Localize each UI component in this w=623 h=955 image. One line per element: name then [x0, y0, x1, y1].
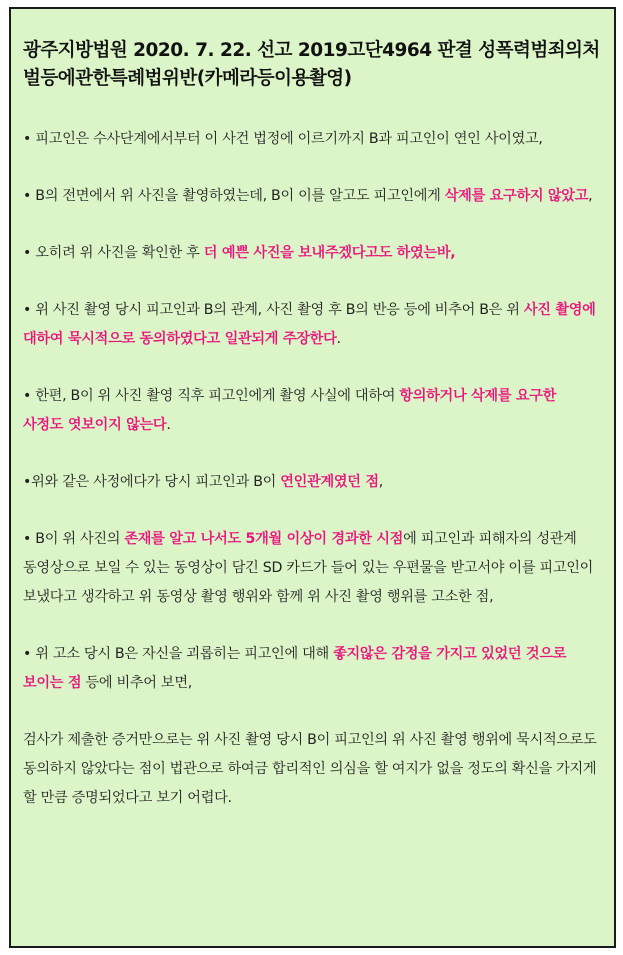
paragraph-list	[23, 125, 600, 813]
paragraph-text: • 위 고소 당시 B은 자신을 괴롭히는 피고인에 대해	[23, 646, 334, 662]
paragraph-text: • 오히려 위 사진을 확인한 후	[23, 245, 204, 261]
paragraph-text: ,	[378, 474, 383, 490]
paragraph-text: 검사가 제출한 증거만으로는 위 사진 촬영 당시 B이 피고인의 위 사진 촬영 행위에 묵시적으로도 동의하지 않았다는 점이 법관으로 하여금 합리적인 의심을 할 여지가 없을 정도의 확신을 가지게 할 만큼 증명되었다고 보기 어렵다.	[23, 732, 597, 806]
highlighted-text: 삭제를 요구하지 않았고	[444, 188, 589, 204]
highlighted-text: 항의하거나 삭제를 요구한 사정도 엿보이지 않는다	[23, 388, 557, 433]
paragraph-text: • B의 전면에서 위 사진을 촬영하였는데, B이 이를 알고도 피고인에게	[23, 188, 445, 204]
paragraph	[23, 640, 600, 698]
paragraph-text: 등에 비추어 보면,	[81, 675, 192, 691]
highlighted-text: 존재를 알고 나서도 5개월 이상이 경과한 시점	[124, 531, 404, 547]
paragraph-text: .	[166, 417, 171, 433]
paragraph	[23, 382, 600, 440]
paragraph	[23, 468, 600, 497]
paragraph-text: • 한편, B이 위 사진 촬영 직후 피고인에게 촬영 사실에 대하여	[23, 388, 400, 404]
paragraph	[23, 726, 600, 813]
paragraph	[23, 182, 600, 211]
page-title: 광주지방법원 2020. 7. 22. 선고 2019고단4964 판결 성폭력범죄의처벌등에관한특례법위반(카메라등이용촬영)	[23, 40, 600, 89]
highlighted-text: 사진 촬영에 대하여 묵시적으로 동의하였다고 일관되게 주장한다	[23, 302, 596, 347]
judgment-excerpt-card	[9, 7, 616, 948]
paragraph	[23, 239, 600, 268]
highlighted-text: 연인관계였던 점	[280, 474, 379, 490]
paragraph-text: 에 피고인과 피해자의 성관계 동영상으로 보일 수 있는 동영상이 담긴 SD 카드가 들어 있는 우편물을 받고서야 이를 피고인이 보냈다고 생각하고 위 동영상 촬영 행위와 함께 위 사진 촬영 행위를 고소한 점,	[23, 531, 594, 605]
highlighted-text: 더 예쁜 사진을 보내주겠다고도 하였는바,	[203, 245, 456, 261]
paragraph-text: • B이 위 사진의	[23, 531, 125, 547]
paragraph-text: • 위 사진 촬영 당시 피고인과 B의 관계, 사진 촬영 후 B의 반응 등에 비추어 B은 위	[23, 302, 524, 318]
paragraph	[23, 525, 600, 612]
paragraph-text: ,	[588, 188, 593, 204]
paragraph-text: .	[336, 331, 341, 347]
paragraph-text: •위와 같은 사정에다가 당시 피고인과 B이	[23, 474, 281, 490]
highlighted-text: 좋지않은 감정을 가지고 있었던 것으로 보이는 점	[23, 646, 567, 691]
paragraph	[23, 125, 600, 154]
paragraph	[23, 296, 600, 354]
paragraph-text: • 피고인은 수사단계에서부터 이 사건 법정에 이르기까지 B과 피고인이 연인 사이였고,	[23, 131, 543, 147]
